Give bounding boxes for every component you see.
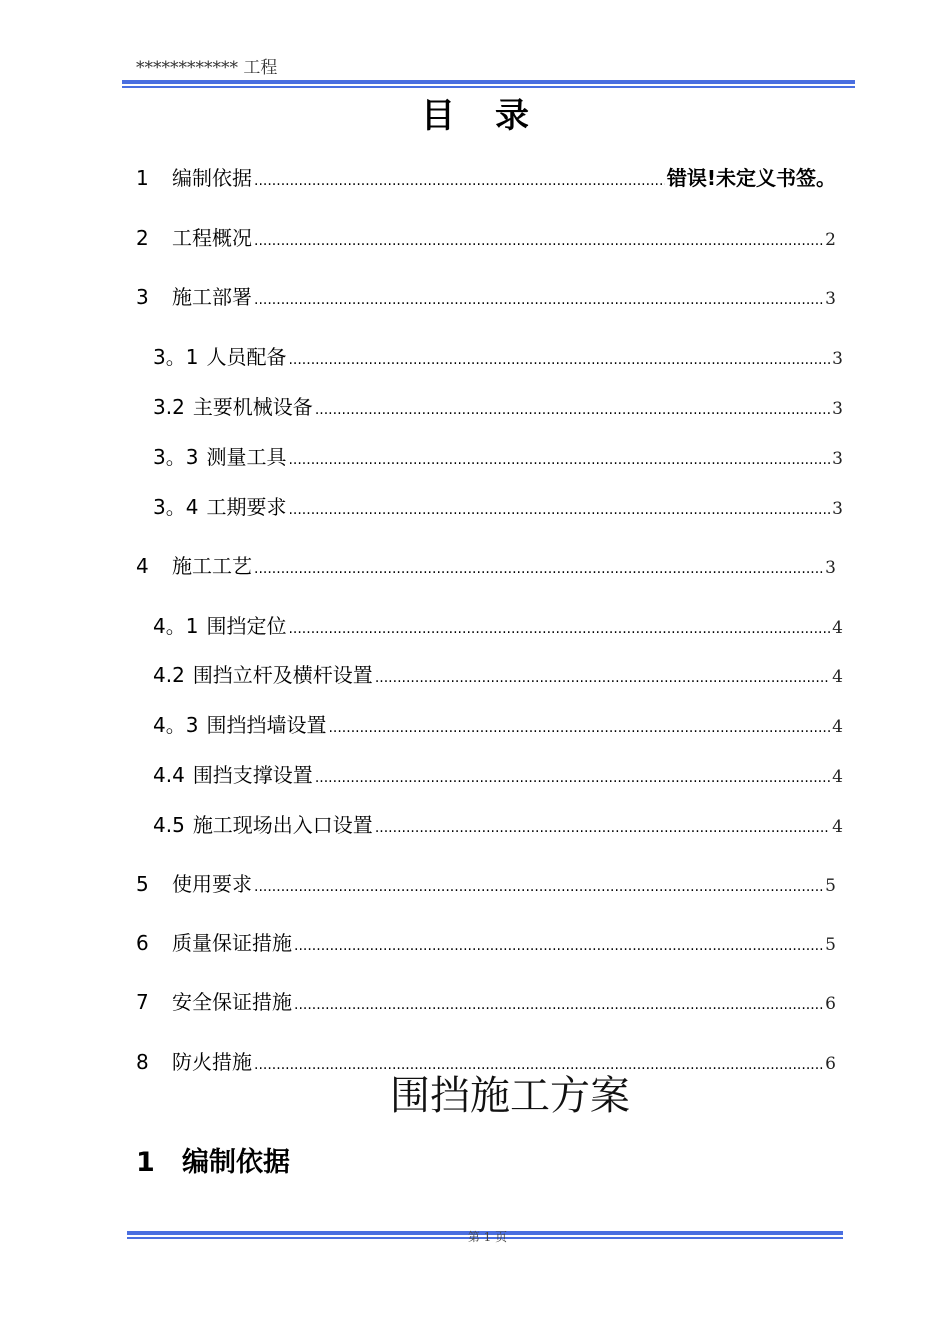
toc-entry-number: 4。1: [153, 614, 199, 638]
toc-entry-number: 4。3: [153, 713, 199, 737]
toc-page-number: 4: [832, 618, 843, 638]
toc-leader-dots: [254, 879, 823, 895]
toc-entry-number: 3.2: [153, 395, 185, 419]
toc-title: 目录: [421, 96, 569, 136]
toc-entry[interactable]: [153, 759, 843, 788]
toc-leader-dots: [254, 173, 665, 189]
section-heading: [136, 1140, 290, 1179]
toc-entry-label: 围挡立杆及横杆设置: [192, 663, 373, 687]
toc-entry-number: 3。3: [153, 445, 199, 469]
toc-entry-number: 3: [136, 285, 149, 309]
section-number: 1: [136, 1147, 155, 1178]
toc-entry-label: 防火措施: [172, 1050, 252, 1074]
toc-entry-label: 编制依据: [172, 166, 252, 190]
toc-entry[interactable]: [136, 868, 836, 897]
toc-entry[interactable]: [153, 391, 843, 420]
toc-entry-label: 工程概况: [172, 226, 252, 250]
header-project-name: ************ 工程: [136, 58, 278, 78]
toc-entry-label: 使用要求: [172, 872, 252, 896]
toc-leader-dots: [254, 233, 823, 249]
document-title: 围挡施工方案: [390, 1073, 630, 1119]
toc-page-number: 3: [832, 449, 843, 469]
toc-entry[interactable]: [153, 809, 843, 838]
toc-leader-dots: [288, 452, 830, 468]
toc-page-number: 6: [825, 1054, 836, 1074]
toc-entry-number: 7: [136, 990, 149, 1014]
toc-entry-number: 4: [136, 554, 149, 578]
toc-entry-label: 施工工艺: [172, 554, 252, 578]
toc-leader-dots: [254, 292, 823, 308]
toc-entry[interactable]: [153, 491, 843, 520]
toc-entry[interactable]: [136, 927, 836, 956]
toc-entry-number: 4.4: [153, 763, 185, 787]
toc-leader-dots: [315, 770, 830, 786]
toc-entry[interactable]: [136, 222, 836, 251]
toc-entry-number: 3。4: [153, 495, 199, 519]
toc-entry-number: 3。1: [153, 345, 199, 369]
toc-page-number: 3: [825, 289, 836, 309]
toc-leader-dots: [294, 997, 823, 1013]
toc-entry[interactable]: [153, 709, 843, 738]
toc-page-number: 4: [832, 717, 843, 737]
toc-entry[interactable]: [153, 659, 843, 688]
toc-page-number: 3: [832, 349, 843, 369]
toc-entry-label: 测量工具: [206, 445, 287, 469]
toc-leader-dots: [328, 720, 830, 736]
toc-page-number: 3: [832, 399, 843, 419]
toc-leader-dots: [375, 820, 830, 836]
toc-entry-label: 主要机械设备: [192, 395, 313, 419]
toc-entry[interactable]: [136, 281, 836, 310]
toc-entry-number: 1: [136, 166, 149, 190]
toc-leader-dots: [375, 670, 830, 686]
toc-entry-label: 人员配备: [206, 345, 287, 369]
toc-entry-label: 围挡定位: [206, 614, 287, 638]
toc-page-number: 5: [825, 876, 836, 896]
toc-entry-number: 4.5: [153, 813, 185, 837]
toc-page-number: 6: [825, 994, 836, 1014]
toc-page-number: 4: [832, 817, 843, 837]
toc-entry-number: 4.2: [153, 663, 185, 687]
toc-entry[interactable]: [153, 610, 843, 639]
toc-entry-label: 工期要求: [206, 495, 287, 519]
toc-entry[interactable]: [136, 162, 836, 191]
toc-entry-label: 质量保证措施: [172, 931, 292, 955]
toc-page-number: 3: [825, 558, 836, 578]
toc-entry-label: 安全保证措施: [172, 990, 292, 1014]
toc-page-number: 4: [832, 767, 843, 787]
toc-entry[interactable]: [153, 341, 843, 370]
header-rule-thick: [122, 80, 855, 84]
toc-leader-dots: [254, 561, 823, 577]
toc-page-number: 3: [832, 499, 843, 519]
toc-entry-number: 5: [136, 872, 149, 896]
toc-entry[interactable]: [136, 550, 836, 579]
toc-entry-label: 施工部署: [172, 285, 252, 309]
toc-leader-dots: [288, 352, 830, 368]
section-label: 编制依据: [182, 1147, 290, 1178]
page-number: 第 1 页: [467, 1230, 508, 1244]
toc-entry[interactable]: [153, 441, 843, 470]
toc-page-number: 5: [825, 935, 836, 955]
toc-entry-number: 8: [136, 1050, 149, 1074]
toc-entry-number: 6: [136, 931, 149, 955]
toc-page-number: 2: [825, 230, 836, 250]
toc-leader-dots: [288, 621, 830, 637]
toc-entry-label: 施工现场出入口设置: [192, 813, 373, 837]
toc-entry-label: 围挡挡墙设置: [206, 713, 327, 737]
toc-leader-dots: [288, 502, 830, 518]
toc-page-number: 4: [832, 667, 843, 687]
toc-leader-dots: [315, 402, 830, 418]
toc-leader-dots: [294, 938, 823, 954]
toc-entry-number: 2: [136, 226, 149, 250]
toc-entry-label: 围挡支撑设置: [192, 763, 313, 787]
toc-error-text: 错误!未定义书签。: [666, 166, 836, 190]
toc-entry[interactable]: [136, 986, 836, 1015]
